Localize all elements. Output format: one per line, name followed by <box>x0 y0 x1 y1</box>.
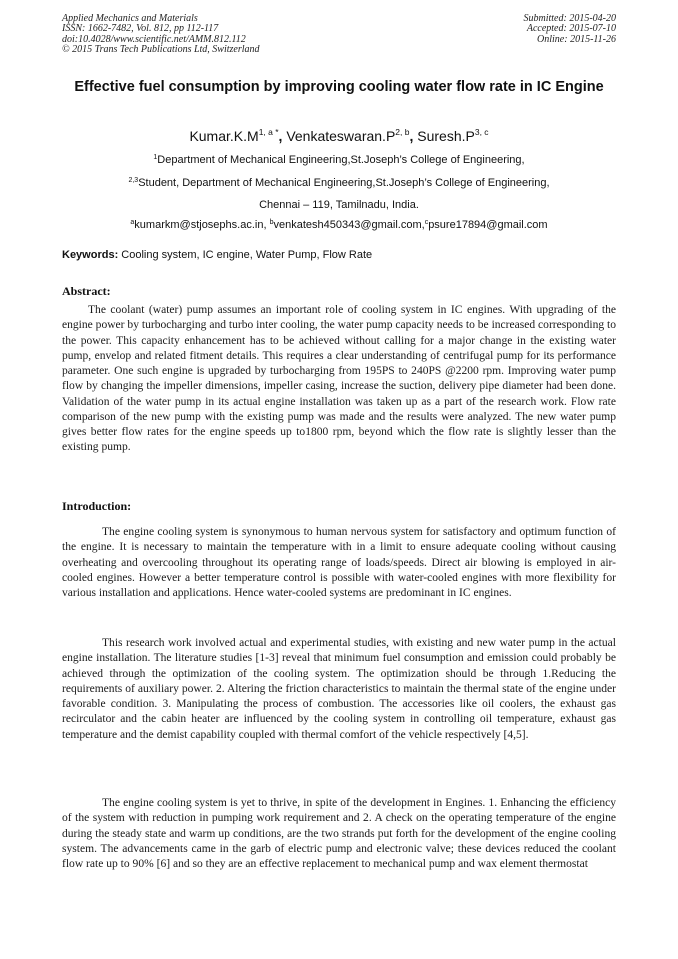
affiliation-line <box>62 154 616 166</box>
introduction-paragraph: This research work involved actual and experimental studies, with existing and new water pump in the actual engine installation. The literature studies [1-3] reveal that minimum fuel consumption and emission could probably be achieved through the optimization of the cooling system. The optimization should be through 1.Reducing the requirements of auxiliary power. 2. Altering the friction characteristics to maintain the thermal state of the engine under favorable condition. 3. Manipulating the process of combustion. The accessories like oil coolers, the exhaust gas recirculator and the cabin heater are influenced by the cooling system in controlling oil temperature, exhaust gas temperature and the demist capability coupled with thermal comfort of the vehicle respectively [4,5]. <box>62 637 616 741</box>
affiliation-line <box>62 199 616 211</box>
email-link[interactable]: venkatesh450343@gmail.com, <box>273 219 425 231</box>
introduction-paragraph: The engine cooling system is synonymous to human nervous system for satisfactory and optimum function of the engine. It is necessary to maintain the temperature with in a limit to ensure adequate cooling without causing overheating and overcooling throughout its operating range of loads/speeds. Direct air blowing is employed in air-cooled engines. However a better temperature control is possible with water-cooled engines with more flexibility for various installation and applications. Hence water-cooled systems are predominant in IC engines. <box>62 526 616 599</box>
author-superscript: 3, c <box>474 127 489 137</box>
email-link[interactable]: kumarkm@stjosephs.ac.in, <box>134 219 267 231</box>
affiliation-text: Chennai – 119, Tamilnadu, India. <box>259 199 419 211</box>
online-date: Online: 2015-11-26 <box>537 33 616 45</box>
journal-copyright: © 2015 Trans Tech Publications Ltd, Switzerland <box>62 44 260 56</box>
submitted-date: Submitted: 2015-04-20 <box>523 13 616 24</box>
affiliation-superscript: 2,3 <box>128 177 139 184</box>
author-name: Venkateswaran.P <box>286 128 396 144</box>
abstract-heading: Abstract: <box>62 284 111 298</box>
author-list: $Kumar.K.M^{1, a *}$, $Venkateswaran.P^{2, b}$, $Suresh.P^{3, c}$ <box>189 127 489 144</box>
abstract-paragraph: The coolant (water) pump assumes an important role of cooling system in IC engines. With upgrading of the engine power by turbocharging and turbo inter cooling, the water pump capacity needs to be increased corresponding to the power. This capacity enhancement has to be achieved without calling for a major change in the existing water pump, envelop and related fitment details. This requires a clear understanding of centrifugal pump for its performance parameter. One such engine is upgraded by turbocharging from 195PS to 240PS @2200 rpm. Improving water pump flow by changing the impeller dimensions, impeller casing, increase the suction, delivery pipe diameter had been done. Validation of the water pump in its actual engine installation was taken up as a part of the research work. Flow rate comparison of the new pump with the existing pump was made and the results were analyzed. The new water pump gives better flow rates for the engine speeds up to1800 rpm, beyond which the flow rate is slightly lesser than the existing pump. <box>62 304 616 454</box>
journal-issn: ISSN: 1662-7482, Vol. 812, pp 112-117 <box>62 23 219 35</box>
author-superscript: 1, a * <box>258 127 279 137</box>
email-link[interactable]: psure17894@gmail.com <box>428 219 548 231</box>
affiliation-superscript: 1 <box>153 154 158 161</box>
submission-dates <box>524 14 617 45</box>
author-name: Kumar.K.M <box>189 128 259 144</box>
journal-info <box>62 14 260 56</box>
affiliation-line <box>62 177 616 189</box>
keywords-line <box>62 249 616 261</box>
email-superscript: a <box>130 219 135 226</box>
author-superscript: 2, b <box>395 127 410 137</box>
email-line <box>62 219 616 231</box>
affiliation-text: Student, Department of Mechanical Engineering,St.Joseph’s College of Engineering, <box>138 177 550 189</box>
affiliation-text: Department of Mechanical Engineering,St.Joseph’s College of Engineering, <box>157 154 525 166</box>
keywords-text: Cooling system, IC engine, Water Pump, Flow Rate <box>118 249 373 261</box>
introduction-heading: Introduction: <box>62 499 132 513</box>
paper-title: Effective fuel consumption by improving cooling water flow rate in IC Engine <box>74 79 604 95</box>
accepted-date: Accepted: 2015-07-10 <box>526 23 616 35</box>
email-superscript: b <box>269 219 274 226</box>
journal-name: Applied Mechanics and Materials <box>62 13 198 24</box>
keywords-label: Keywords: <box>62 249 119 261</box>
journal-doi: doi:10.4028/www.scientific.net/AMM.812.112 <box>62 33 246 45</box>
email-superscript: c <box>424 219 429 226</box>
introduction-paragraph: The engine cooling system is yet to thrive, in spite of the development in Engines. 1. Enhancing the efficiency of the system with reduction in pumping work requirement and 2. A check on the operating temperature of the engine during the steady state and warm up conditions, are the two strands put forth for the development of the engine cooling system. The advancements came in the garb of electric pump and electronic valve; these devices reduced the coolant flow rate up to 90% [6] and so they are an effective replacement to mechanical pump and wax element thermostat <box>62 797 616 870</box>
author-name: Suresh.P <box>417 128 475 144</box>
